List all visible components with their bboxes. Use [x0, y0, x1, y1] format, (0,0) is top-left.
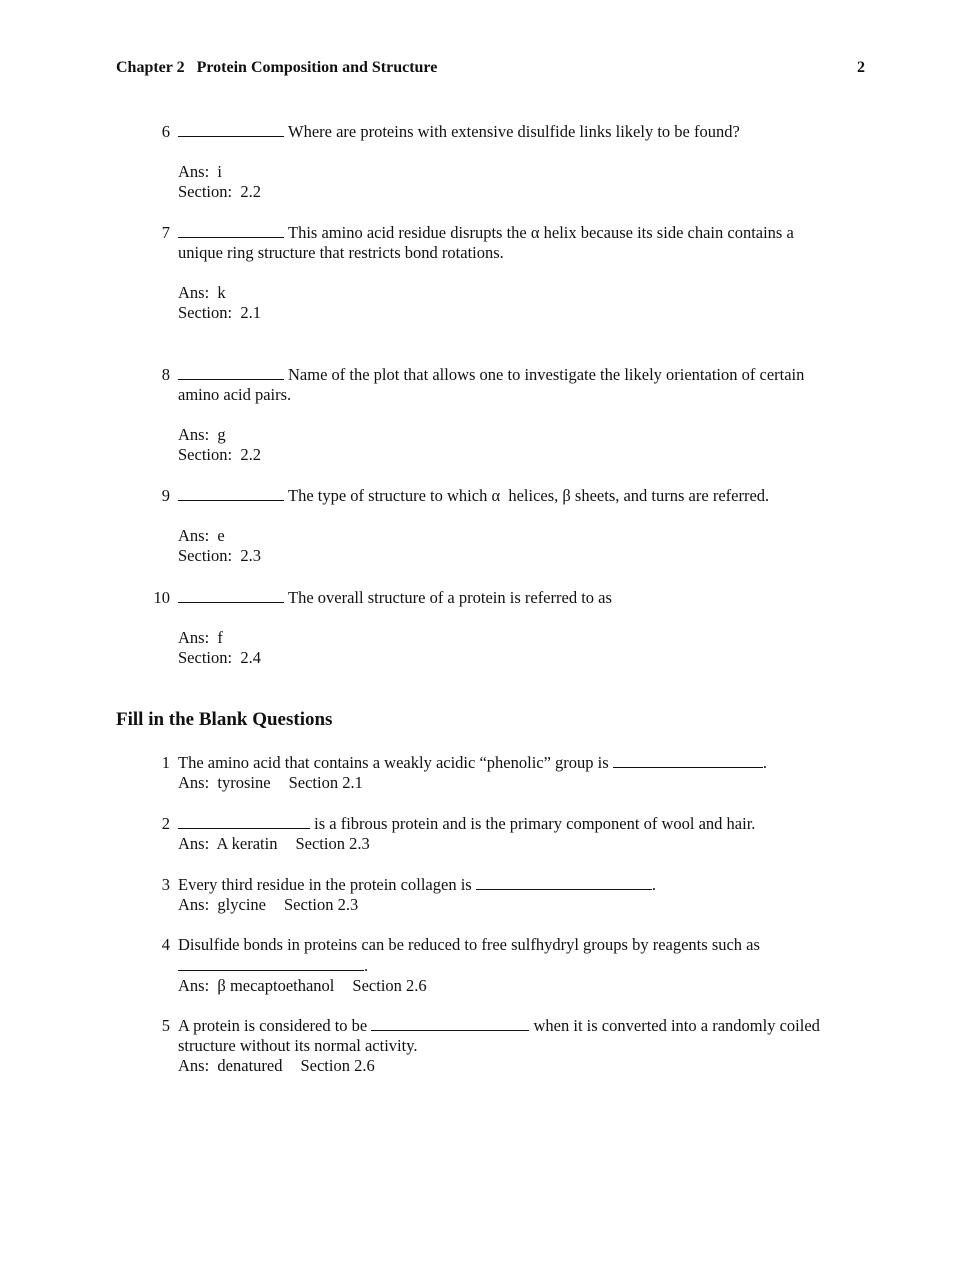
section-label: Section 2.3 [284, 895, 359, 914]
answer-label: Ans: β mecaptoethanol [178, 976, 335, 995]
section-heading: Fill in the Blank Questions [116, 709, 333, 730]
section-label: Section: 2.4 [178, 648, 261, 667]
question-text: A protein is considered to be [178, 1016, 372, 1035]
answer-label: Ans: tyrosine [178, 773, 271, 792]
question-text: The type of structure to which α helices, β sheets, and turns are referred. [288, 486, 770, 505]
answer-blank [178, 122, 284, 137]
answer-blank [178, 223, 284, 238]
answer-label: Ans: i [178, 162, 223, 181]
answer-blank [178, 365, 284, 380]
answer-label: Ans: glycine [178, 895, 266, 914]
question-number: 1 [161, 753, 170, 772]
section-label: Section 2.6 [352, 976, 427, 995]
question-number: 4 [161, 935, 170, 954]
page-number: 2 [857, 59, 865, 76]
chapter-title: Chapter 2 Protein Composition and Structure [116, 59, 438, 76]
answer-blank [613, 753, 763, 768]
answer-label: Ans: k [178, 283, 226, 302]
answer-blank [178, 956, 364, 971]
answer-label: Ans: f [178, 628, 223, 647]
question-text: Name of the plot that allows one to investigate the likely orientation of certain [288, 365, 805, 384]
question-number: 9 [161, 486, 170, 505]
answer-label: Ans: g [178, 425, 226, 444]
question-text: Every third residue in the protein collagen is [178, 875, 476, 894]
question-number: 5 [161, 1016, 170, 1035]
question-text-end: . [762, 753, 767, 772]
section-label: Section: 2.2 [178, 445, 261, 464]
question-text: The amino acid that contains a weakly acidic “phenolic” group is [178, 753, 613, 772]
question-number: 8 [161, 365, 170, 384]
question-number: 10 [153, 588, 170, 607]
answer-blank [178, 588, 284, 603]
question-text: Disulfide bonds in proteins can be reduced to free sulfhydryl groups by reagents such as [178, 935, 760, 954]
answer-blank [178, 814, 310, 829]
answer-label: Ans: denatured [178, 1056, 283, 1075]
question-number: 2 [161, 814, 170, 833]
answer-blank [371, 1016, 529, 1031]
question-text-cont: amino acid pairs. [178, 385, 292, 404]
answer-label: Ans: A keratin [178, 834, 278, 853]
question-text-end: . [651, 875, 656, 894]
question-number: 7 [161, 223, 170, 242]
question-text: This amino acid residue disrupts the α helix because its side chain contains a [288, 223, 794, 242]
answer-label: Ans: e [178, 526, 225, 545]
question-text-cont: unique ring structure that restricts bond rotations. [178, 243, 504, 262]
section-label: Section: 2.3 [178, 546, 261, 565]
section-label: Section 2.3 [295, 834, 370, 853]
question-number: 3 [161, 875, 170, 894]
question-text-end: . [364, 956, 369, 975]
answer-blank [476, 875, 652, 890]
section-label: Section: 2.2 [178, 182, 261, 201]
answer-blank [178, 486, 284, 501]
section-label: Section 2.6 [300, 1056, 375, 1075]
question-text: Where are proteins with extensive disulfide links likely to be found? [288, 122, 740, 141]
question-text-cont: structure without its normal activity. [178, 1036, 418, 1055]
question-text: The overall structure of a protein is referred to as [288, 588, 612, 607]
question-text-end: when it is converted into a randomly coiled [529, 1016, 820, 1035]
question-text: is a fibrous protein and is the primary component of wool and hair. [310, 814, 756, 833]
section-label: Section 2.1 [288, 773, 363, 792]
section-label: Section: 2.1 [178, 303, 261, 322]
question-number: 6 [161, 122, 170, 141]
page-header [116, 58, 865, 80]
